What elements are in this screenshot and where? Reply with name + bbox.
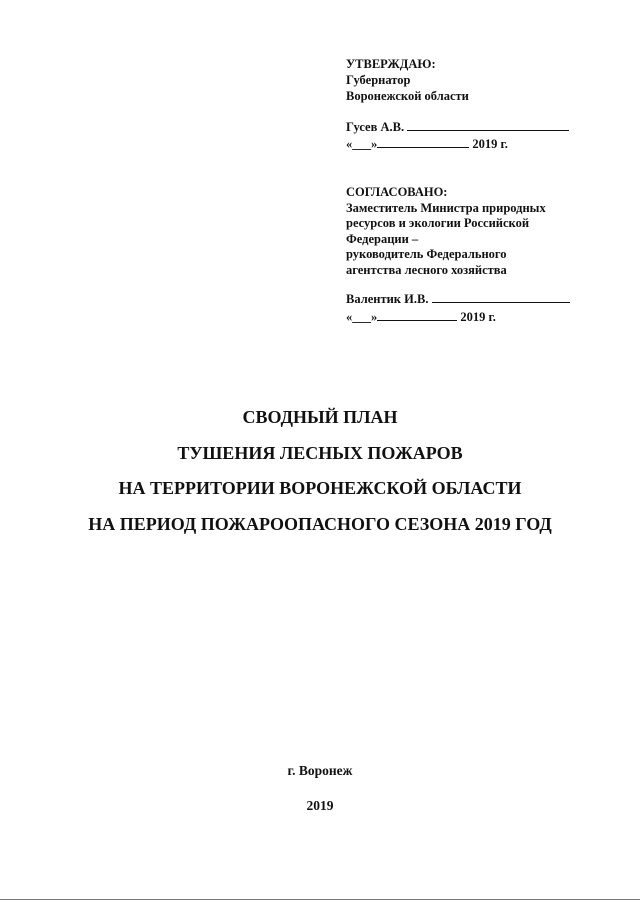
document-title — [0, 400, 640, 542]
approval-date-year: 2019 г. — [472, 137, 508, 151]
footer-year: 2019 — [306, 798, 334, 813]
footer-city: г. Воронеж — [287, 763, 353, 778]
approval-block — [346, 56, 596, 152]
agreement-position-line: ресурсов и экологии Российской — [346, 216, 530, 230]
approval-signatory: Гусев А.В. — [346, 120, 405, 134]
agreement-heading: СОГЛАСОВАНО: — [346, 185, 448, 199]
agreement-block — [346, 185, 596, 325]
title-line: ТУШЕНИЯ ЛЕСНЫХ ПОЖАРОВ — [177, 442, 463, 463]
agreement-signature-row — [346, 290, 596, 308]
agreement-date-line — [377, 308, 457, 321]
page-edge-divider — [0, 899, 640, 900]
agreement-signatory: Валентик И.В. — [346, 292, 429, 306]
approval-date-line — [377, 135, 469, 148]
agreement-signature-line — [432, 290, 570, 303]
approval-signature-row — [346, 118, 596, 135]
agreement-position-line: Федерации – — [346, 231, 419, 246]
title-line: СВОДНЫЙ ПЛАН — [242, 407, 398, 427]
approval-heading: УТВЕРЖДАЮ: — [346, 57, 436, 71]
agreement-position-line: агентства лесного хозяйства — [346, 262, 507, 277]
agreement-date-row — [346, 308, 596, 326]
agreement-position-line: Заместитель Министра природных — [346, 200, 546, 215]
title-line: НА ПЕРИОД ПОЖАРООПАСНОГО СЕЗОНА 2019 ГОД — [88, 513, 552, 534]
approval-date-row — [346, 135, 596, 152]
approval-position-line2: Воронежской области — [346, 89, 469, 103]
approval-signature-line — [407, 118, 569, 131]
approval-position-line1: Губернатор — [346, 73, 411, 87]
agreement-date-open: «___» — [346, 309, 378, 324]
title-line: НА ТЕРРИТОРИИ ВОРОНЕЖСКОЙ ОБЛАСТИ — [118, 478, 522, 498]
agreement-date-year: 2019 г. — [460, 309, 496, 324]
approval-date-open: «___» — [346, 137, 378, 151]
agreement-position-line: руководитель Федерального — [346, 247, 507, 261]
